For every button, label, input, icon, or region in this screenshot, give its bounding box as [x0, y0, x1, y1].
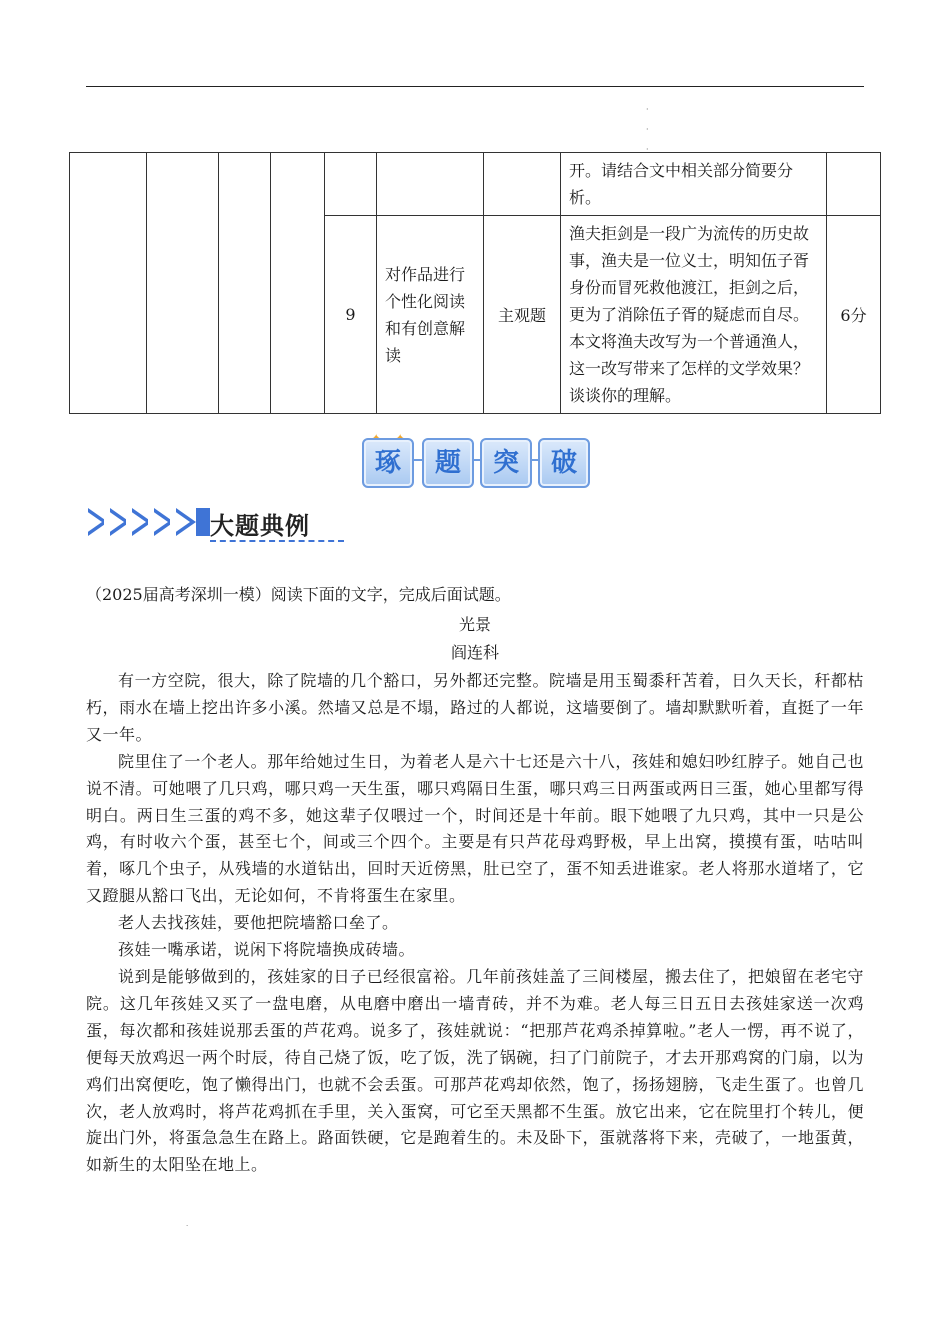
table-cell-empty	[147, 153, 219, 414]
banner-tile: 破	[538, 438, 590, 488]
question-text-continued: 开。请结合文中相关部分简要分析。	[561, 153, 827, 216]
paragraph: 说到是能够做到的，孩娃家的日子已经很富裕。几年前孩娃盖了三间楼屋，搬去住了，把娘留在老宅守院。这几年孩娃又买了一盘电磨，从电磨中磨出一墙青砖，并不为难。老人每三日五日去孩娃家送一次鸡蛋，每次都和孩娃说那丢蛋的芦花鸡。说多了，孩娃就说：“把那芦花鸡杀掉算啦。”老人一愣，再不说了，便每天放鸡迟一两个时辰，待自己烧了饭，吃了饭，洗了锅碗，扫了门前院子，才去开那鸡窝的门扇，以为鸡们出窝便吃，饱了懒得出门，也就不会丢蛋。可那芦花鸡却依然，饱了，扬扬翅膀，飞走生蛋了。也曾几次，老人放鸡时，将芦花鸡抓在手里，关入蛋窝，可它至天黑都不生蛋。放它出来，它在院里打个转儿，便旋出门外，将蛋急急生在路上。路面铁硬，它是跑着生的。未及卧下，蛋就落将下来，壳破了，一地蛋黄，如新生的太阳坠在地上。	[86, 966, 864, 1175]
paragraph: 有一方空院，很大，除了院墙的几个豁口，另外都还完整。院墙是用玉蜀黍秆苫着，日久天长，秆都枯朽，雨水在墙上挖出许多小溪。然墙又总是不塌，路过的人都说，这墙要倒了。墙却默默听着，直挺了一年又一年。	[86, 671, 864, 744]
heading-underline	[210, 540, 344, 542]
paragraph: 老人去找孩娃，要他把院墙豁口垒了。	[118, 913, 399, 933]
section-heading	[88, 504, 348, 544]
table-cell-empty	[484, 153, 561, 216]
table-row	[70, 153, 881, 216]
assessment-objective: 对作品进行个性化阅读和有创意解读	[377, 216, 484, 414]
question-score: 6分	[827, 216, 881, 414]
header-rule	[86, 86, 864, 87]
margin-dots: · · ·	[646, 105, 649, 154]
question-spec-table	[69, 152, 881, 414]
table-cell-empty	[70, 153, 147, 414]
paragraph: 孩娃一嘴承诺，说闲下将院墙换成砖墙。	[118, 940, 416, 960]
question-text: 渔夫拒剑是一段广为流传的历史故事，渔夫是一位义士，明知伍子胥身份而冒死救他渡江，拒剑之后，更为了消除伍子胥的疑虑而自尽。本文将渔夫改写为一个普通渔人，这一改写带来了怎样的文学效果？谈谈你的理解。	[561, 216, 827, 414]
question-number: 9	[325, 216, 377, 414]
reading-instructions: （2025届高考深圳一模）阅读下面的文字，完成后面试题。	[86, 585, 511, 604]
page-mark: ·	[186, 1222, 189, 1230]
banner-tile: 题	[422, 438, 474, 488]
banner-tile: 突	[480, 438, 532, 488]
banner-tile: 琢	[362, 438, 414, 488]
table-cell-empty	[271, 153, 325, 414]
table-cell-empty	[219, 153, 271, 414]
table-cell-empty	[325, 153, 377, 216]
table-cell-empty	[377, 153, 484, 216]
table-cell-empty	[827, 153, 881, 216]
article-author: 阎连科	[450, 643, 499, 662]
question-type: 主观题	[484, 216, 561, 414]
article-body	[86, 668, 864, 1179]
article-title: 光景	[458, 615, 491, 634]
section-title: 大题典例	[210, 512, 310, 540]
tile-connector	[412, 459, 422, 461]
heading-accent-bar	[196, 508, 210, 536]
paragraph: 院里住了一个老人。那年给她过生日，为着老人是六十七还是六十八，孩娃和媳妇吵红脖子。她自己也说不清。可她喂了几只鸡，哪只鸡一天生蛋，哪只鸡隔日生蛋，哪只鸡三日两蛋或两日三蛋，她心里都写得明白。两日生三蛋的鸡不多，她这辈子仅喂过一个，时间还是十年前。眼下她喂了九只鸡，其中一只是公鸡，有时收六个蛋，甚至七个，间或三个四个。主要是有只芦花母鸡野极，早上出窝，摸摸有蛋，咕咕叫着，啄几个虫子，从残墙的水道钻出，回时天近傍黑，肚已空了，蛋不知丢进谁家。老人将那水道堵了，它又蹬腿从豁口飞出，无论如何，不肯将蛋生在家里。	[86, 751, 864, 906]
breakthrough-banner	[362, 434, 588, 488]
